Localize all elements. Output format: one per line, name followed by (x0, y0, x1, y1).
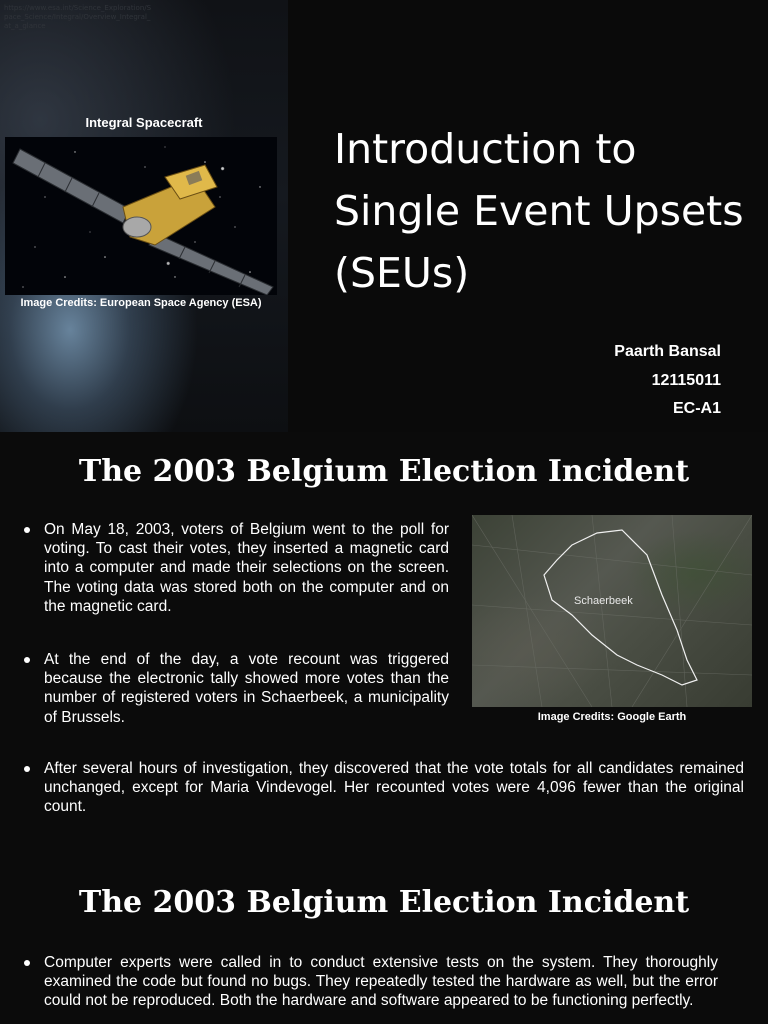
class-section: EC-A1 (672, 400, 721, 417)
left-image-panel (0, 0, 288, 432)
author-name: Paarth Bansal (614, 343, 721, 360)
presentation-title: Introduction to Single Event Upsets (SEUs) (334, 125, 744, 297)
bullet-item (44, 953, 718, 1011)
spacecraft-caption: Integral Spacecraft (85, 115, 203, 130)
google-earth-image-credit: Image Credits: Google Earth (537, 711, 687, 723)
bullet-dot-icon (24, 657, 30, 663)
election-incident-slide-1 (0, 432, 768, 864)
roll-number: 12115011 (651, 371, 721, 389)
bullet-item (44, 759, 744, 817)
solar-panel-right (149, 233, 273, 295)
author-block (614, 338, 721, 424)
bullet-dot-icon (24, 766, 30, 772)
bullet-text: Computer experts were called in to conduct extensive tests on the system. They thoroughly examined the code but found no bugs. They repeatedly tested the hardware as well, but the error could not be reproduced. Both the hardware and software appeared to be functioning perfectly. (44, 954, 718, 1010)
spacecraft-body (123, 165, 217, 245)
bullet-item (44, 520, 449, 616)
source-url-text: https://www.esa.int/Science_Exploration/Space_Science/Integral/Overview_Integral_at_a_glance (4, 4, 152, 30)
bullet-text: After several hours of investigation, they discovered that the vote totals for all candidates remained unchanged, except for Maria Vindevogel. Her recounted votes were 4,096 fewer than the original count. (44, 760, 744, 816)
slide-title: The 2003 Belgium Election Incident (78, 885, 690, 920)
slide-title: The 2003 Belgium Election Incident (78, 454, 690, 489)
schaerbeek-boundary (544, 530, 697, 685)
esa-image-credit: Image Credits: European Space Agency (ESA) (20, 297, 262, 309)
bullet-dot-icon (24, 527, 30, 533)
bullet-dot-icon (24, 960, 30, 966)
bullet-item (44, 650, 449, 727)
map-location-label: Schaerbeek (574, 595, 633, 607)
election-incident-slide-2 (0, 864, 768, 1024)
schaerbeek-map-image (472, 515, 752, 707)
solar-panel-left (13, 149, 130, 223)
bullet-text: On May 18, 2003, voters of Belgium went to the poll for voting. To cast their votes, they inserted a magnetic card into a computer and made their selections on the screen. The voting data was stored both on the computer and on the magnetic card. (44, 521, 449, 615)
title-slide (0, 0, 768, 432)
bullet-text: At the end of the day, a vote recount was triggered because the electronic tally showed more votes than the number of registered voters in Schaerbeek, a municipality of Brussels. (44, 651, 449, 726)
integral-spacecraft-image (5, 137, 277, 295)
